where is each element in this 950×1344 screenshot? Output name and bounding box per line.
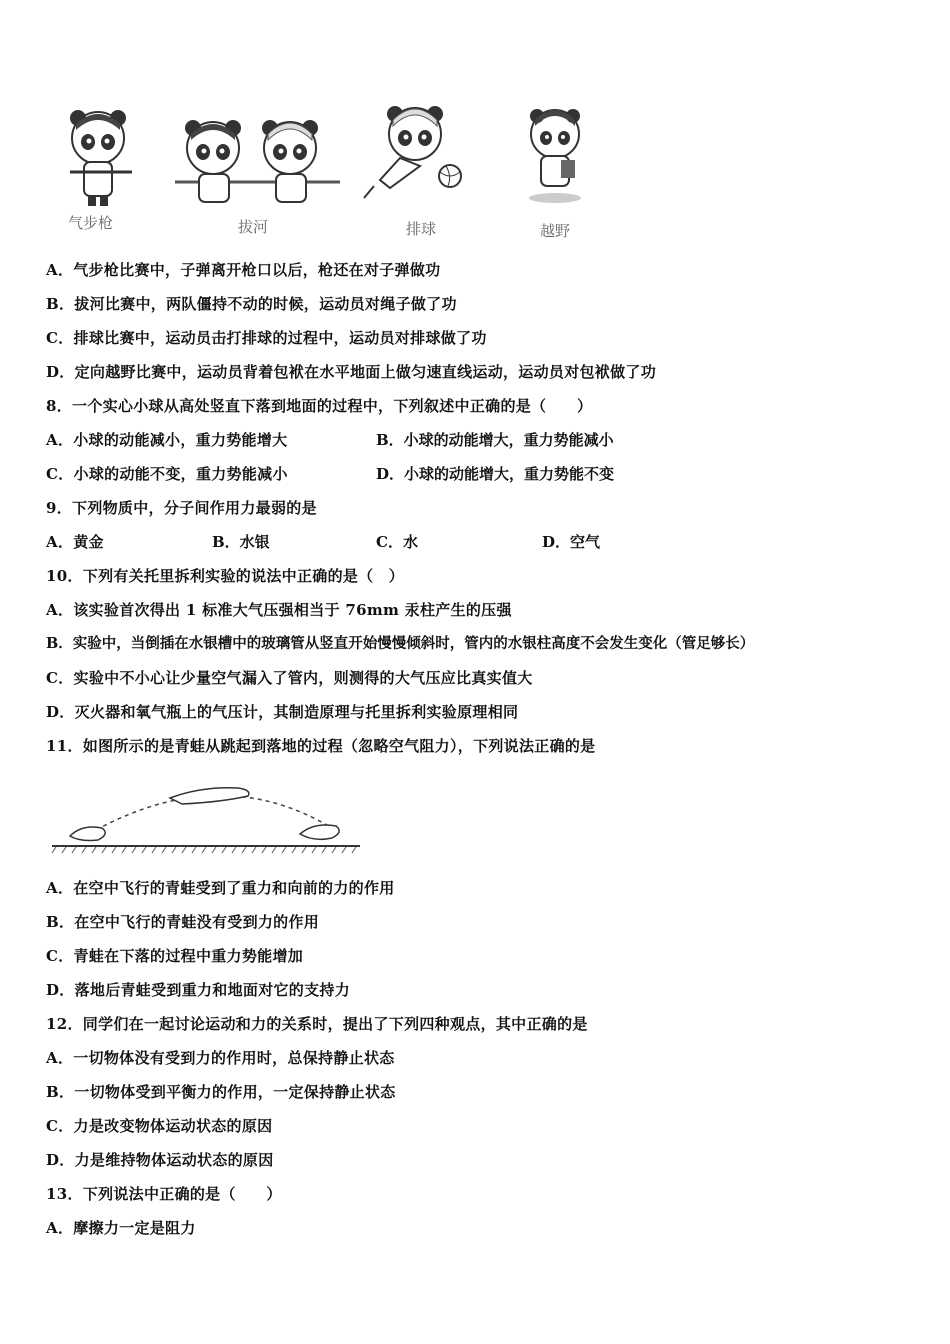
tug-of-war-pandas-image — [175, 100, 340, 210]
q13-option-a: A．摩擦力一定是阻力 — [46, 1219, 196, 1237]
q8-option-c: C．小球的动能不变，重力势能减小 — [46, 465, 288, 483]
q12-option-c: C．力是改变物体运动状态的原因 — [46, 1117, 273, 1135]
q11-option-a: A．在空中飞行的青蛙受到了重力和向前的力的作用 — [46, 879, 395, 897]
q8-stem: 8．一个实心小球从高处竖直下落到地面的过程中，下列叙述中正确的是（ ） — [46, 397, 593, 415]
q10-option-a: A．该实验首次得出 1 标准大气压强相当于 76mm 汞柱产生的压强 — [46, 601, 512, 619]
air-rifle-panda-image — [60, 100, 140, 210]
cross-country-panda-image — [515, 100, 595, 210]
q9-option-b: B．水银 — [212, 533, 270, 551]
q11-option-b: B．在空中飞行的青蛙没有受到力的作用 — [46, 913, 320, 931]
q10-option-b: B．实验中，当倒插在水银槽中的玻璃管从竖直开始慢慢倾斜时，管内的水银柱高度不会发生变化（管足够长） — [46, 635, 755, 652]
volleyball-panda-image — [360, 100, 470, 210]
figure-caption-volleyball: 排球 — [406, 220, 437, 238]
frog-jump-figure — [52, 772, 362, 854]
q7-option-b: B．拔河比赛中，两队僵持不动的时候，运动员对绳子做了功 — [46, 295, 457, 313]
q10-option-d: D．灭火器和氧气瓶上的气压计，其制造原理与托里拆利实验原理相同 — [46, 703, 519, 721]
q8-option-d: D．小球的动能增大，重力势能不变 — [376, 465, 615, 483]
q9-option-c: C．水 — [376, 533, 418, 551]
q9-option-a: A．黄金 — [46, 533, 104, 551]
q13-stem: 13．下列说法中正确的是（ ） — [46, 1185, 282, 1203]
q12-option-a: A．一切物体没有受到力的作用时，总保持静止状态 — [46, 1049, 395, 1067]
q7-option-a: A．气步枪比赛中，子弹离开枪口以后，枪还在对子弹做功 — [46, 261, 441, 279]
q12-option-b: B．一切物体受到平衡力的作用，一定保持静止状态 — [46, 1083, 396, 1101]
q11-option-c: C．青蛙在下落的过程中重力势能增加 — [46, 947, 304, 965]
figure-caption-cross-country: 越野 — [540, 222, 571, 240]
q11-stem: 11．如图所示的是青蛙从跳起到落地的过程（忽略空气阻力），下列说法正确的是 — [46, 737, 596, 755]
q9-option-d: D．空气 — [542, 533, 601, 551]
figure-caption-tug-of-war: 拔河 — [238, 218, 269, 236]
figure-caption-air-rifle: 气步枪 — [68, 214, 114, 232]
q10-option-c: C．实验中不小心让少量空气漏入了管内，则测得的大气压应比真实值大 — [46, 669, 533, 687]
q12-stem: 12．同学们在一起讨论运动和力的关系时，提出了下列四种观点，其中正确的是 — [46, 1015, 588, 1033]
q11-option-d: D．落地后青蛙受到重力和地面对它的支持力 — [46, 981, 351, 999]
sports-figure-row — [50, 100, 610, 240]
q12-option-d: D．力是维持物体运动状态的原因 — [46, 1151, 274, 1169]
q7-option-c: C．排球比赛中，运动员击打排球的过程中，运动员对排球做了功 — [46, 329, 487, 347]
q10-stem: 10．下列有关托里拆利实验的说法中正确的是（ ） — [46, 567, 405, 585]
q8-option-a: A．小球的动能减小，重力势能增大 — [46, 431, 288, 449]
q9-stem: 9．下列物质中，分子间作用力最弱的是 — [46, 499, 317, 517]
q8-option-b: B．小球的动能增大，重力势能减小 — [376, 431, 614, 449]
q7-option-d: D．定向越野比赛中，运动员背着包袱在水平地面上做匀速直线运动，运动员对包袱做了功 — [46, 363, 657, 381]
